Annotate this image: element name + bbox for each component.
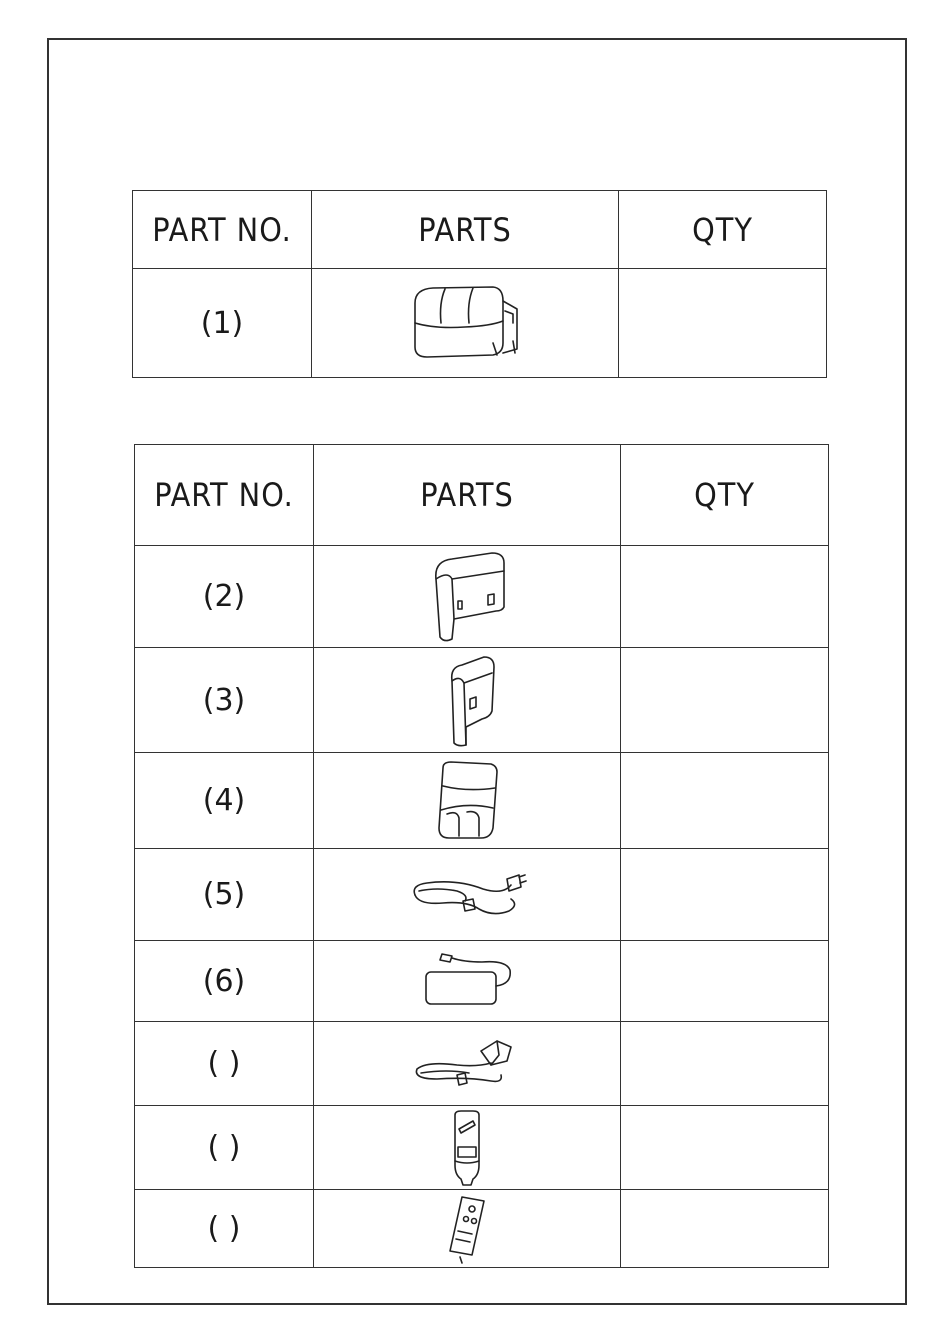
table-row bbox=[135, 753, 829, 849]
part-image bbox=[314, 1106, 621, 1190]
part-number: (6) bbox=[135, 941, 314, 1022]
part-number: (4) bbox=[135, 753, 314, 849]
part-image bbox=[314, 941, 621, 1022]
parts-table-2 bbox=[134, 444, 829, 1268]
table-row bbox=[135, 849, 829, 941]
part-image bbox=[314, 546, 621, 648]
part-number: ( ) bbox=[135, 1022, 314, 1106]
table-header-row bbox=[133, 191, 827, 269]
sofa-arm-left-icon bbox=[422, 549, 512, 644]
part-image bbox=[314, 849, 621, 941]
header-parts: PARTS bbox=[314, 445, 621, 546]
part-image bbox=[314, 1190, 621, 1268]
sofa-backrest-icon bbox=[427, 758, 507, 844]
quantity-cell bbox=[621, 1190, 829, 1268]
quantity-cell bbox=[621, 753, 829, 849]
part-image bbox=[314, 1022, 621, 1106]
table-row bbox=[135, 648, 829, 753]
table-row bbox=[135, 941, 829, 1022]
quantity-cell bbox=[621, 1106, 829, 1190]
part-image bbox=[314, 648, 621, 753]
part-number: (1) bbox=[133, 269, 312, 378]
part-number: ( ) bbox=[135, 1106, 314, 1190]
part-number: ( ) bbox=[135, 1190, 314, 1268]
header-qty: QTY bbox=[621, 445, 829, 546]
quantity-cell bbox=[619, 269, 827, 378]
part-number: (5) bbox=[135, 849, 314, 941]
header-qty: QTY bbox=[619, 191, 827, 269]
table-row bbox=[135, 1022, 829, 1106]
part-image bbox=[314, 753, 621, 849]
sofa-arm-right-icon bbox=[432, 651, 502, 749]
table-row bbox=[135, 1190, 829, 1268]
table-row bbox=[135, 546, 829, 648]
quantity-cell bbox=[621, 546, 829, 648]
quantity-cell bbox=[621, 849, 829, 941]
quantity-cell bbox=[621, 1022, 829, 1106]
hand-remote-icon bbox=[447, 1109, 487, 1187]
table-row bbox=[133, 269, 827, 378]
remote-control-icon bbox=[442, 1193, 492, 1265]
part-image bbox=[312, 269, 619, 378]
wall-adapter-cable-icon bbox=[407, 1033, 527, 1095]
quantity-cell bbox=[621, 648, 829, 753]
power-adapter-icon bbox=[412, 950, 522, 1012]
table-header-row bbox=[135, 445, 829, 546]
quantity-cell bbox=[621, 941, 829, 1022]
part-number: (3) bbox=[135, 648, 314, 753]
power-cord-icon bbox=[407, 865, 527, 925]
header-part-no: PART NO. bbox=[135, 445, 314, 546]
header-part-no: PART NO. bbox=[133, 191, 312, 269]
table-row bbox=[135, 1106, 829, 1190]
parts-table-1 bbox=[132, 190, 827, 378]
header-parts: PARTS bbox=[312, 191, 619, 269]
sofa-seat-section-icon bbox=[405, 283, 525, 363]
part-number: (2) bbox=[135, 546, 314, 648]
